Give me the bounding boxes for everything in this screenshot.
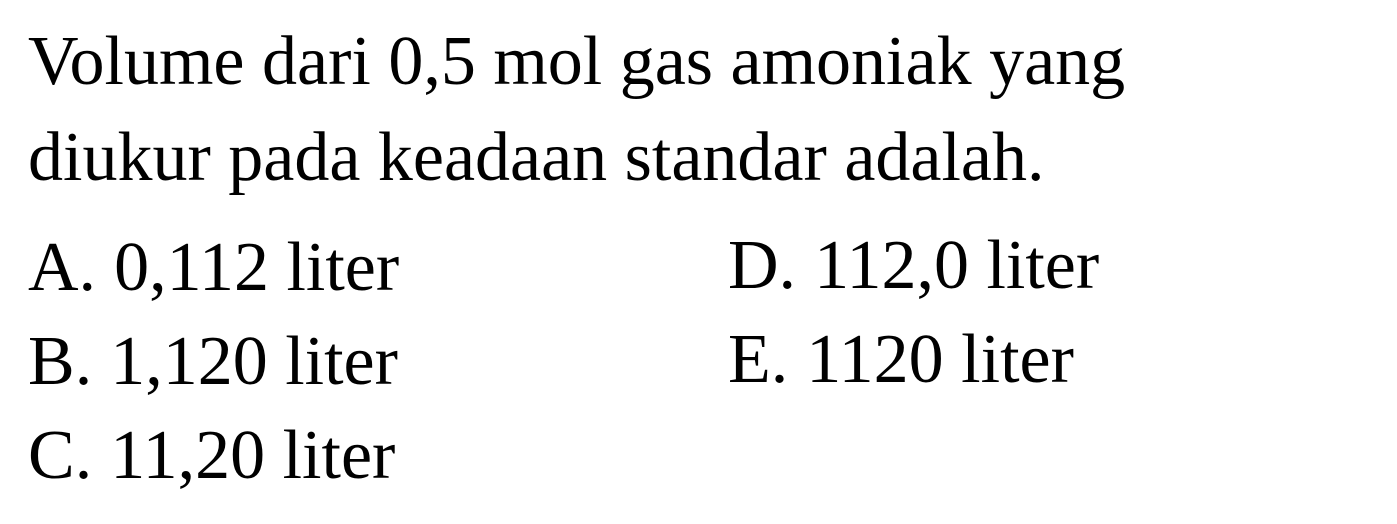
option-text: 1,120 liter	[110, 323, 398, 400]
question-line-2: diukur pada keadaan standar adalah.	[28, 119, 1045, 196]
answer-option-b[interactable]	[28, 318, 398, 406]
option-letter: A.	[28, 229, 97, 306]
option-letter: C.	[28, 417, 93, 494]
answer-option-a[interactable]	[28, 224, 399, 312]
question-line-1: Volume dari 0,5 mol gas amoniak yang	[28, 23, 1126, 100]
option-text: 1120 liter	[806, 321, 1074, 398]
option-letter: B.	[28, 323, 93, 400]
option-text: 11,20 liter	[110, 417, 396, 494]
question-text	[28, 14, 1388, 206]
option-letter: E.	[728, 321, 789, 398]
answer-option-d[interactable]	[728, 222, 1099, 310]
option-letter: D.	[728, 227, 797, 304]
option-text: 0,112 liter	[114, 229, 400, 306]
answer-option-e[interactable]	[728, 316, 1074, 404]
option-text: 112,0 liter	[814, 227, 1100, 304]
answer-option-c[interactable]	[28, 412, 395, 500]
